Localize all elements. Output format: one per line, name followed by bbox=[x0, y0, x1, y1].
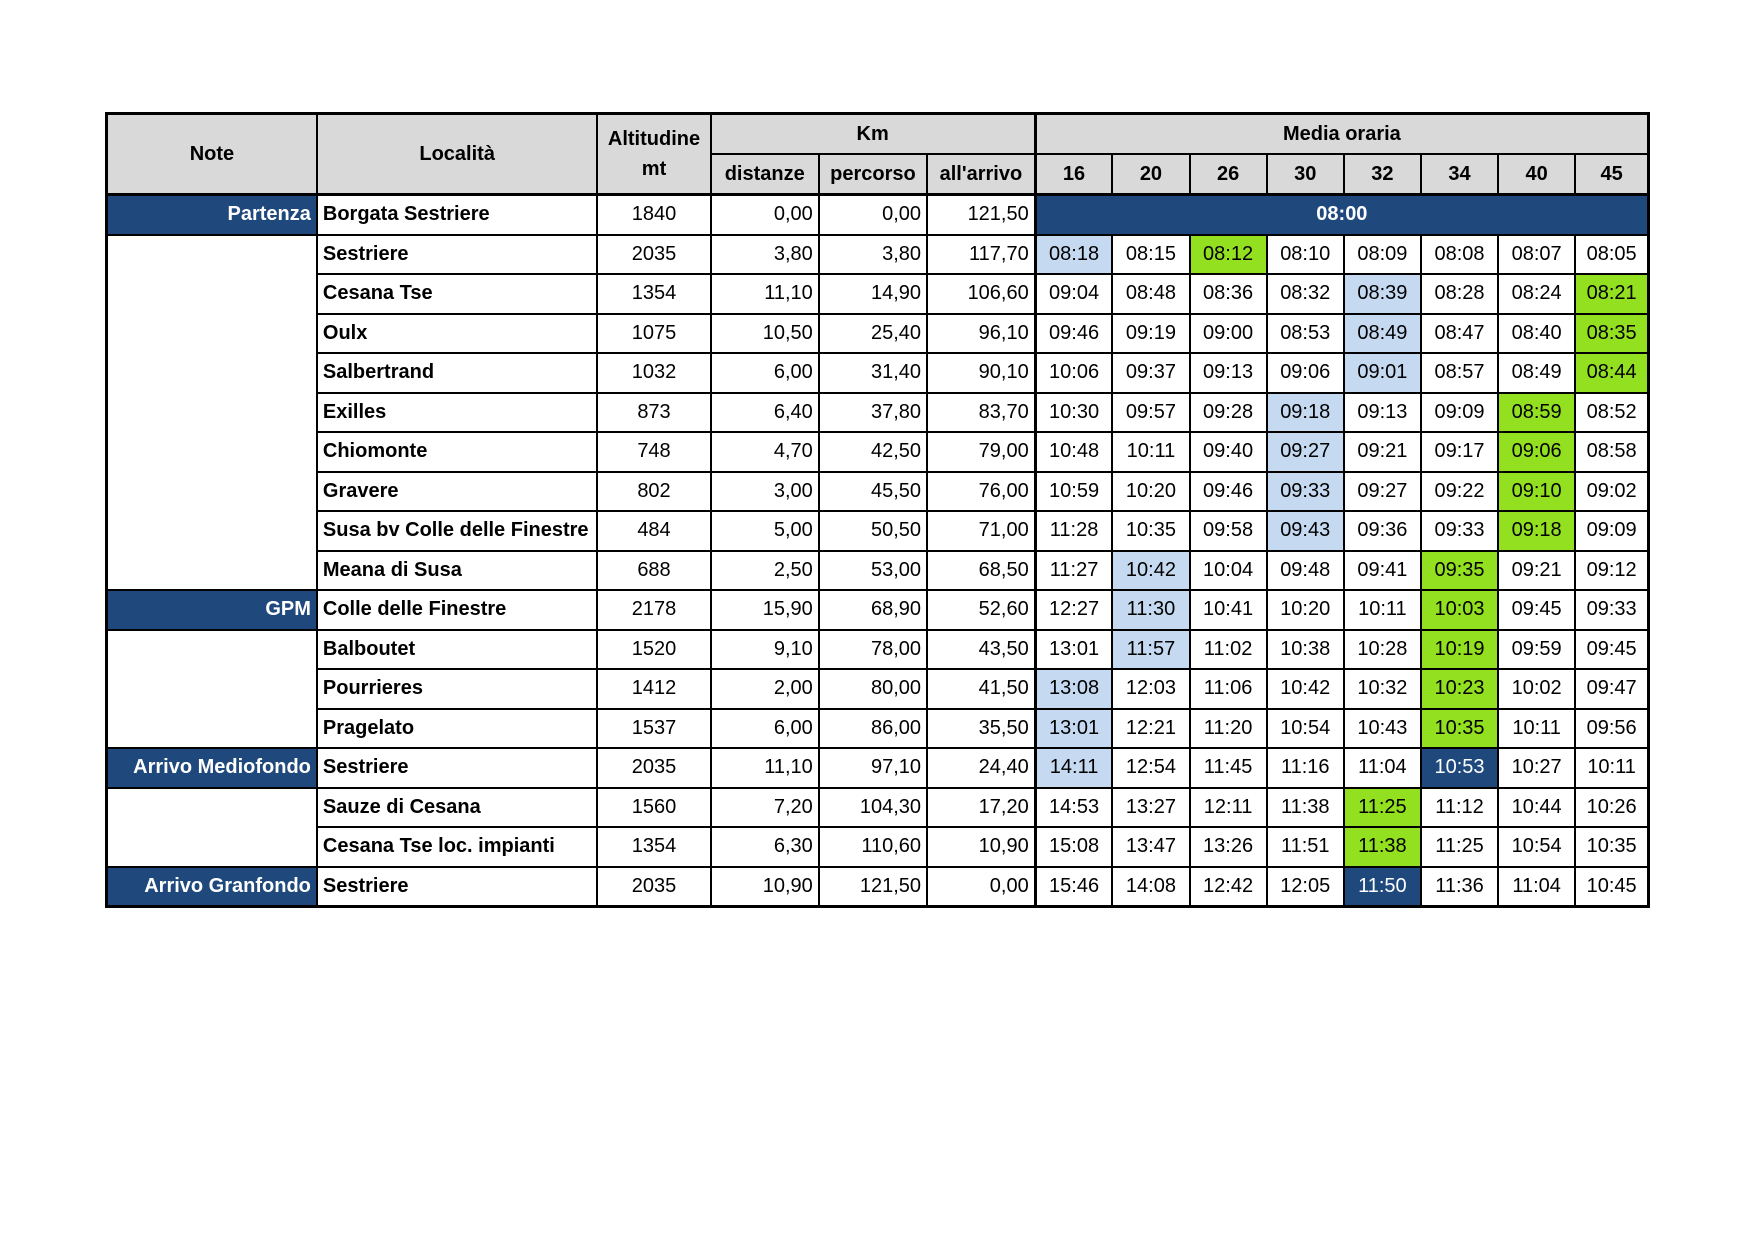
time-cell: 11:12 bbox=[1421, 788, 1498, 828]
header-speed: 30 bbox=[1267, 154, 1344, 195]
table-row bbox=[107, 511, 1649, 551]
time-cell: 08:48 bbox=[1112, 274, 1189, 314]
arrivo-cell: 117,70 bbox=[927, 235, 1035, 275]
altitude-cell: 1412 bbox=[597, 669, 710, 709]
percorso-cell: 45,50 bbox=[819, 472, 927, 512]
time-cell: 13:01 bbox=[1035, 630, 1112, 670]
time-cell: 09:48 bbox=[1267, 551, 1344, 591]
time-cell: 10:53 bbox=[1421, 748, 1498, 788]
header-speed: 16 bbox=[1035, 154, 1112, 195]
header-media-oraria: Media oraria bbox=[1035, 114, 1648, 155]
timetable bbox=[105, 112, 1650, 908]
time-cell: 11:04 bbox=[1344, 748, 1421, 788]
altitude-cell: 873 bbox=[597, 393, 710, 433]
time-cell: 09:35 bbox=[1421, 551, 1498, 591]
time-cell: 10:11 bbox=[1112, 432, 1189, 472]
table-row bbox=[107, 748, 1649, 788]
time-cell: 09:18 bbox=[1498, 511, 1575, 551]
distanze-cell: 2,00 bbox=[711, 669, 819, 709]
time-cell: 13:27 bbox=[1112, 788, 1189, 828]
arrivo-cell: 79,00 bbox=[927, 432, 1035, 472]
time-cell: 09:41 bbox=[1344, 551, 1421, 591]
localita-cell: Gravere bbox=[317, 472, 598, 512]
time-cell: 10:35 bbox=[1112, 511, 1189, 551]
time-cell: 09:45 bbox=[1498, 590, 1575, 630]
localita-cell: Chiomonte bbox=[317, 432, 598, 472]
time-cell: 10:45 bbox=[1575, 867, 1648, 907]
time-cell: 12:54 bbox=[1112, 748, 1189, 788]
time-cell: 12:21 bbox=[1112, 709, 1189, 749]
distanze-cell: 2,50 bbox=[711, 551, 819, 591]
time-cell: 10:04 bbox=[1190, 551, 1267, 591]
localita-cell: Exilles bbox=[317, 393, 598, 433]
localita-cell: Pragelato bbox=[317, 709, 598, 749]
time-cell: 10:35 bbox=[1421, 709, 1498, 749]
arrivo-cell: 0,00 bbox=[927, 867, 1035, 907]
time-cell: 08:52 bbox=[1575, 393, 1648, 433]
time-cell: 08:58 bbox=[1575, 432, 1648, 472]
localita-cell: Sestriere bbox=[317, 235, 598, 275]
time-cell: 11:28 bbox=[1035, 511, 1112, 551]
altitude-cell: 1537 bbox=[597, 709, 710, 749]
header-speed: 26 bbox=[1190, 154, 1267, 195]
time-cell: 09:46 bbox=[1190, 472, 1267, 512]
time-cell: 10:03 bbox=[1421, 590, 1498, 630]
time-cell: 11:57 bbox=[1112, 630, 1189, 670]
localita-cell: Pourrieres bbox=[317, 669, 598, 709]
time-cell: 09:21 bbox=[1344, 432, 1421, 472]
time-cell: 10:35 bbox=[1575, 827, 1648, 867]
arrivo-cell: 17,20 bbox=[927, 788, 1035, 828]
time-cell: 12:05 bbox=[1267, 867, 1344, 907]
arrivo-cell: 90,10 bbox=[927, 353, 1035, 393]
table-row bbox=[107, 274, 1649, 314]
localita-cell: Oulx bbox=[317, 314, 598, 354]
time-cell: 09:04 bbox=[1035, 274, 1112, 314]
table-row bbox=[107, 235, 1649, 275]
time-cell: 09:46 bbox=[1035, 314, 1112, 354]
table-row bbox=[107, 314, 1649, 354]
localita-cell: Sestriere bbox=[317, 867, 598, 907]
time-cell: 08:18 bbox=[1035, 235, 1112, 275]
time-cell: 09:06 bbox=[1267, 353, 1344, 393]
altitude-cell: 2035 bbox=[597, 235, 710, 275]
time-cell: 08:35 bbox=[1575, 314, 1648, 354]
header-speed: 32 bbox=[1344, 154, 1421, 195]
time-cell: 09:40 bbox=[1190, 432, 1267, 472]
time-cell: 10:02 bbox=[1498, 669, 1575, 709]
percorso-cell: 104,30 bbox=[819, 788, 927, 828]
time-cell: 11:16 bbox=[1267, 748, 1344, 788]
altitude-cell: 484 bbox=[597, 511, 710, 551]
arrivo-cell: 106,60 bbox=[927, 274, 1035, 314]
time-cell: 09:27 bbox=[1267, 432, 1344, 472]
arrivo-cell: 68,50 bbox=[927, 551, 1035, 591]
altitude-cell: 1520 bbox=[597, 630, 710, 670]
time-cell: 08:57 bbox=[1421, 353, 1498, 393]
time-cell: 08:36 bbox=[1190, 274, 1267, 314]
time-cell: 14:11 bbox=[1035, 748, 1112, 788]
altitude-cell: 1075 bbox=[597, 314, 710, 354]
percorso-cell: 78,00 bbox=[819, 630, 927, 670]
time-cell: 15:46 bbox=[1035, 867, 1112, 907]
header-distanze: distanze bbox=[711, 154, 819, 195]
time-cell: 08:49 bbox=[1498, 353, 1575, 393]
header-percorso: percorso bbox=[819, 154, 927, 195]
time-cell: 08:40 bbox=[1498, 314, 1575, 354]
header-note: Note bbox=[107, 114, 317, 195]
time-cell: 08:12 bbox=[1190, 235, 1267, 275]
time-cell: 10:54 bbox=[1267, 709, 1344, 749]
time-cell: 10:11 bbox=[1575, 748, 1648, 788]
distanze-cell: 5,00 bbox=[711, 511, 819, 551]
time-cell: 10:44 bbox=[1498, 788, 1575, 828]
time-cell: 11:50 bbox=[1344, 867, 1421, 907]
time-cell: 08:47 bbox=[1421, 314, 1498, 354]
time-cell: 10:20 bbox=[1267, 590, 1344, 630]
time-cell: 09:18 bbox=[1267, 393, 1344, 433]
time-cell: 13:01 bbox=[1035, 709, 1112, 749]
time-cell: 10:20 bbox=[1112, 472, 1189, 512]
altitude-cell: 1032 bbox=[597, 353, 710, 393]
percorso-cell: 25,40 bbox=[819, 314, 927, 354]
table-row bbox=[107, 195, 1649, 235]
localita-cell: Cesana Tse bbox=[317, 274, 598, 314]
time-cell: 15:08 bbox=[1035, 827, 1112, 867]
time-cell: 09:01 bbox=[1344, 353, 1421, 393]
time-cell: 11:51 bbox=[1267, 827, 1344, 867]
table-row bbox=[107, 472, 1649, 512]
time-cell: 08:32 bbox=[1267, 274, 1344, 314]
time-cell: 10:32 bbox=[1344, 669, 1421, 709]
table-row bbox=[107, 669, 1649, 709]
altitude-cell: 688 bbox=[597, 551, 710, 591]
time-cell: 08:24 bbox=[1498, 274, 1575, 314]
time-cell: 10:28 bbox=[1344, 630, 1421, 670]
time-cell: 10:59 bbox=[1035, 472, 1112, 512]
header-altitudine-label: Altitudine bbox=[607, 128, 701, 150]
time-cell: 10:48 bbox=[1035, 432, 1112, 472]
time-cell: 09:19 bbox=[1112, 314, 1189, 354]
time-cell: 09:21 bbox=[1498, 551, 1575, 591]
time-cell: 10:27 bbox=[1498, 748, 1575, 788]
time-cell: 08:49 bbox=[1344, 314, 1421, 354]
distanze-cell: 10,50 bbox=[711, 314, 819, 354]
altitude-cell: 2035 bbox=[597, 867, 710, 907]
altitude-cell: 1840 bbox=[597, 195, 710, 235]
time-cell: 09:28 bbox=[1190, 393, 1267, 433]
time-cell: 08:08 bbox=[1421, 235, 1498, 275]
localita-cell: Susa bv Colle delle Finestre bbox=[317, 511, 598, 551]
header-all-arrivo: all'arrivo bbox=[927, 154, 1035, 195]
time-cell: 08:15 bbox=[1112, 235, 1189, 275]
arrivo-cell: 96,10 bbox=[927, 314, 1035, 354]
time-cell: 08:53 bbox=[1267, 314, 1344, 354]
time-cell: 08:39 bbox=[1344, 274, 1421, 314]
localita-cell: Borgata Sestriere bbox=[317, 195, 598, 235]
percorso-cell: 50,50 bbox=[819, 511, 927, 551]
altitude-cell: 2178 bbox=[597, 590, 710, 630]
time-cell: 09:27 bbox=[1344, 472, 1421, 512]
header-localita: Località bbox=[317, 114, 598, 195]
time-cell: 09:10 bbox=[1498, 472, 1575, 512]
time-cell: 11:25 bbox=[1421, 827, 1498, 867]
header-speed: 45 bbox=[1575, 154, 1648, 195]
time-cell: 09:22 bbox=[1421, 472, 1498, 512]
time-cell: 09:45 bbox=[1575, 630, 1648, 670]
arrivo-cell: 52,60 bbox=[927, 590, 1035, 630]
time-cell: 08:28 bbox=[1421, 274, 1498, 314]
time-cell: 09:09 bbox=[1421, 393, 1498, 433]
time-cell: 10:41 bbox=[1190, 590, 1267, 630]
distanze-cell: 9,10 bbox=[711, 630, 819, 670]
note-cell: GPM bbox=[107, 590, 317, 630]
altitude-cell: 1354 bbox=[597, 827, 710, 867]
arrivo-cell: 24,40 bbox=[927, 748, 1035, 788]
time-cell: 11:25 bbox=[1344, 788, 1421, 828]
percorso-cell: 31,40 bbox=[819, 353, 927, 393]
table-body bbox=[107, 195, 1649, 907]
table-row bbox=[107, 827, 1649, 867]
percorso-cell: 0,00 bbox=[819, 195, 927, 235]
percorso-cell: 97,10 bbox=[819, 748, 927, 788]
altitude-cell: 748 bbox=[597, 432, 710, 472]
time-cell: 14:08 bbox=[1112, 867, 1189, 907]
arrivo-cell: 10,90 bbox=[927, 827, 1035, 867]
time-cell: 09:09 bbox=[1575, 511, 1648, 551]
percorso-cell: 86,00 bbox=[819, 709, 927, 749]
percorso-cell: 121,50 bbox=[819, 867, 927, 907]
localita-cell: Sauze di Cesana bbox=[317, 788, 598, 828]
time-cell: 13:26 bbox=[1190, 827, 1267, 867]
time-cell: 09:06 bbox=[1498, 432, 1575, 472]
time-cell: 11:38 bbox=[1267, 788, 1344, 828]
time-cell: 10:06 bbox=[1035, 353, 1112, 393]
time-cell: 09:12 bbox=[1575, 551, 1648, 591]
header-speed: 20 bbox=[1112, 154, 1189, 195]
table-header bbox=[107, 114, 1649, 195]
time-cell: 11:36 bbox=[1421, 867, 1498, 907]
note-cell: Arrivo Mediofondo bbox=[107, 748, 317, 788]
distanze-cell: 6,40 bbox=[711, 393, 819, 433]
time-cell: 09:00 bbox=[1190, 314, 1267, 354]
percorso-cell: 53,00 bbox=[819, 551, 927, 591]
arrivo-cell: 71,00 bbox=[927, 511, 1035, 551]
distanze-cell: 6,00 bbox=[711, 709, 819, 749]
percorso-cell: 37,80 bbox=[819, 393, 927, 433]
distanze-cell: 3,80 bbox=[711, 235, 819, 275]
time-cell: 10:19 bbox=[1421, 630, 1498, 670]
time-cell: 09:36 bbox=[1344, 511, 1421, 551]
altitude-cell: 1560 bbox=[597, 788, 710, 828]
time-cell: 10:43 bbox=[1344, 709, 1421, 749]
time-cell: 11:27 bbox=[1035, 551, 1112, 591]
percorso-cell: 80,00 bbox=[819, 669, 927, 709]
time-cell: 10:11 bbox=[1498, 709, 1575, 749]
time-cell: 12:42 bbox=[1190, 867, 1267, 907]
localita-cell: Salbertrand bbox=[317, 353, 598, 393]
header-speed: 40 bbox=[1498, 154, 1575, 195]
distanze-cell: 3,00 bbox=[711, 472, 819, 512]
header-altitudine bbox=[597, 114, 710, 195]
arrivo-cell: 41,50 bbox=[927, 669, 1035, 709]
time-cell: 12:03 bbox=[1112, 669, 1189, 709]
localita-cell: Sestriere bbox=[317, 748, 598, 788]
time-cell: 11:20 bbox=[1190, 709, 1267, 749]
time-cell: 10:23 bbox=[1421, 669, 1498, 709]
percorso-cell: 68,90 bbox=[819, 590, 927, 630]
time-cell: 08:10 bbox=[1267, 235, 1344, 275]
time-cell: 09:57 bbox=[1112, 393, 1189, 433]
table-row bbox=[107, 788, 1649, 828]
distanze-cell: 11,10 bbox=[711, 274, 819, 314]
arrivo-cell: 43,50 bbox=[927, 630, 1035, 670]
table-row bbox=[107, 393, 1649, 433]
table-row bbox=[107, 432, 1649, 472]
start-time-cell: 08:00 bbox=[1035, 195, 1648, 235]
distanze-cell: 6,00 bbox=[711, 353, 819, 393]
percorso-cell: 3,80 bbox=[819, 235, 927, 275]
localita-cell: Meana di Susa bbox=[317, 551, 598, 591]
time-cell: 09:47 bbox=[1575, 669, 1648, 709]
table-row bbox=[107, 353, 1649, 393]
time-cell: 12:27 bbox=[1035, 590, 1112, 630]
time-cell: 11:02 bbox=[1190, 630, 1267, 670]
time-cell: 09:56 bbox=[1575, 709, 1648, 749]
note-cell: Partenza bbox=[107, 195, 317, 235]
time-cell: 13:47 bbox=[1112, 827, 1189, 867]
time-cell: 09:02 bbox=[1575, 472, 1648, 512]
time-cell: 10:38 bbox=[1267, 630, 1344, 670]
altitude-cell: 802 bbox=[597, 472, 710, 512]
distanze-cell: 11,10 bbox=[711, 748, 819, 788]
time-cell: 10:42 bbox=[1267, 669, 1344, 709]
arrivo-cell: 76,00 bbox=[927, 472, 1035, 512]
time-cell: 10:30 bbox=[1035, 393, 1112, 433]
percorso-cell: 42,50 bbox=[819, 432, 927, 472]
distanze-cell: 4,70 bbox=[711, 432, 819, 472]
time-cell: 09:33 bbox=[1421, 511, 1498, 551]
altitude-cell: 1354 bbox=[597, 274, 710, 314]
time-cell: 09:43 bbox=[1267, 511, 1344, 551]
localita-cell: Cesana Tse loc. impianti bbox=[317, 827, 598, 867]
note-cell: Arrivo Granfondo bbox=[107, 867, 317, 907]
time-cell: 11:30 bbox=[1112, 590, 1189, 630]
distanze-cell: 6,30 bbox=[711, 827, 819, 867]
percorso-cell: 14,90 bbox=[819, 274, 927, 314]
time-cell: 11:38 bbox=[1344, 827, 1421, 867]
time-cell: 11:06 bbox=[1190, 669, 1267, 709]
time-cell: 09:37 bbox=[1112, 353, 1189, 393]
table-row bbox=[107, 867, 1649, 907]
localita-cell: Balboutet bbox=[317, 630, 598, 670]
note-cell-empty bbox=[107, 788, 317, 867]
time-cell: 08:07 bbox=[1498, 235, 1575, 275]
time-cell: 08:21 bbox=[1575, 274, 1648, 314]
time-cell: 14:53 bbox=[1035, 788, 1112, 828]
header-km: Km bbox=[711, 114, 1036, 155]
time-cell: 08:59 bbox=[1498, 393, 1575, 433]
time-cell: 09:33 bbox=[1575, 590, 1648, 630]
time-cell: 10:54 bbox=[1498, 827, 1575, 867]
distanze-cell: 10,90 bbox=[711, 867, 819, 907]
time-cell: 08:09 bbox=[1344, 235, 1421, 275]
arrivo-cell: 83,70 bbox=[927, 393, 1035, 433]
table-row bbox=[107, 709, 1649, 749]
time-cell: 10:26 bbox=[1575, 788, 1648, 828]
time-cell: 08:44 bbox=[1575, 353, 1648, 393]
table-row bbox=[107, 630, 1649, 670]
time-cell: 10:11 bbox=[1344, 590, 1421, 630]
time-cell: 13:08 bbox=[1035, 669, 1112, 709]
arrivo-cell: 121,50 bbox=[927, 195, 1035, 235]
altitude-cell: 2035 bbox=[597, 748, 710, 788]
table-row bbox=[107, 551, 1649, 591]
distanze-cell: 7,20 bbox=[711, 788, 819, 828]
header-speed: 34 bbox=[1421, 154, 1498, 195]
time-cell: 09:13 bbox=[1344, 393, 1421, 433]
time-cell: 09:33 bbox=[1267, 472, 1344, 512]
time-cell: 09:58 bbox=[1190, 511, 1267, 551]
time-cell: 09:59 bbox=[1498, 630, 1575, 670]
time-cell: 11:04 bbox=[1498, 867, 1575, 907]
time-cell: 09:13 bbox=[1190, 353, 1267, 393]
header-altitudine-unit: mt bbox=[641, 158, 667, 180]
localita-cell: Colle delle Finestre bbox=[317, 590, 598, 630]
arrivo-cell: 35,50 bbox=[927, 709, 1035, 749]
percorso-cell: 110,60 bbox=[819, 827, 927, 867]
table-row bbox=[107, 590, 1649, 630]
time-cell: 12:11 bbox=[1190, 788, 1267, 828]
note-cell-empty bbox=[107, 235, 317, 591]
note-cell-empty bbox=[107, 630, 317, 749]
time-cell: 09:17 bbox=[1421, 432, 1498, 472]
time-cell: 11:45 bbox=[1190, 748, 1267, 788]
distanze-cell: 15,90 bbox=[711, 590, 819, 630]
time-cell: 10:42 bbox=[1112, 551, 1189, 591]
time-cell: 08:05 bbox=[1575, 235, 1648, 275]
distanze-cell: 0,00 bbox=[711, 195, 819, 235]
